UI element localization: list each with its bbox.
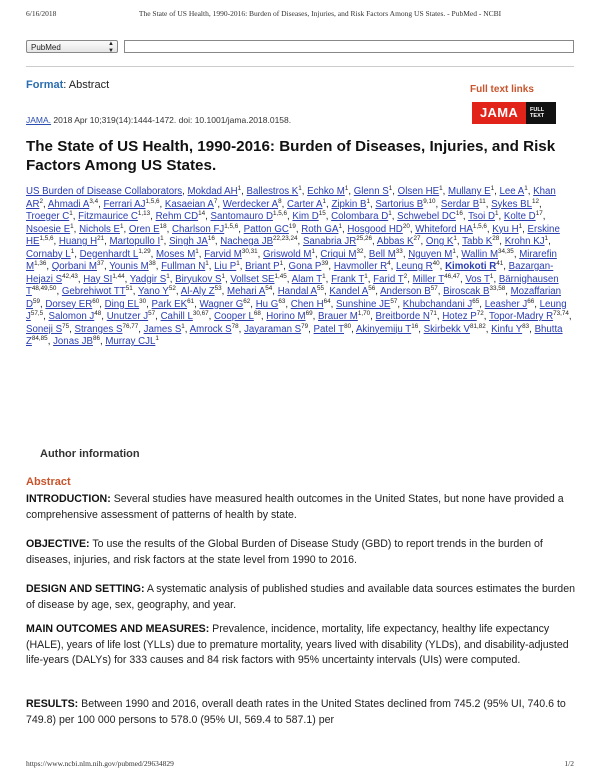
author-link[interactable]: Kim D [292,211,319,222]
author-link[interactable]: Murray CJL [105,336,156,347]
author-link[interactable]: Bärnighausen T [26,273,559,297]
author-link[interactable]: Krohn KJ [504,236,545,247]
author-affiliation: 37 [96,259,104,267]
author-link[interactable]: Degenhardt L [79,248,139,260]
author-link[interactable]: Younis M [109,261,149,272]
author-affiliation: 1 [495,209,499,217]
author-affiliation: 1,5,6 [145,197,160,205]
author-affiliation: 1 [155,334,159,342]
author-affiliation: 16 [207,234,215,242]
author-link[interactable]: Serdar B [440,198,480,210]
author-affiliation: 1 [490,184,495,192]
author-affiliation: 62 [243,297,251,305]
author-affiliation: 1,5,6 [472,222,487,230]
author-affiliation: 57,5 [30,309,44,317]
author-affiliation: 38 [148,259,156,267]
author-link[interactable]: Rehm CD [155,211,199,222]
author-link[interactable]: Cahill L [160,311,193,322]
author-link[interactable]: Kolte D [503,211,536,222]
author-affiliation: 4 [387,259,391,267]
author-link[interactable]: Santomauro D [210,211,273,222]
author-link[interactable]: Schwebel DC [397,211,456,222]
author-link[interactable]: Nguyen M [408,248,453,260]
author-link[interactable]: Hosgood HD [347,223,403,235]
author-affiliation: 1,45 [274,272,287,280]
author-link[interactable]: Miller T [412,273,445,285]
author-affiliation: 1,5,6 [272,209,287,217]
print-footer [26,759,574,768]
author-affiliation: 71 [429,309,437,317]
author-link[interactable]: Sanabria JR [302,236,357,247]
author-affiliation: 19 [288,222,296,230]
author-affiliation: 28 [492,234,500,242]
author-link[interactable]: Singh JA [169,236,208,247]
abstract-introduction: INTRODUCTION: Several studies have measured health outcomes in the United States, but none have provided a comprehensive assessment of patterns of health by state. [26,493,564,521]
author-affiliation: 81,82 [469,322,486,330]
author-affiliation: 16 [455,209,463,217]
author-link[interactable]: Wagner G [199,298,244,310]
author-link[interactable]: Khan AR [26,186,556,210]
jama-full-text-link[interactable] [472,102,556,124]
search-bar [26,40,574,53]
author-link[interactable]: Biroscak B [443,286,490,297]
author-affiliation: 63 [278,297,286,305]
author-link[interactable]: Hotez P [442,311,477,322]
divider [26,66,574,67]
author-affiliation: 1 [69,209,73,217]
author-affiliation: 61 [187,297,195,305]
author-link[interactable]: Kinfu Y [491,323,523,335]
print-header [26,9,574,18]
author-link[interactable]: Werdecker A [222,198,279,210]
author-link[interactable]: Liu P [214,261,237,272]
author-affiliation: 1 [166,272,170,280]
author-affiliation: 1 [195,247,199,255]
author-link[interactable]: Sartorius B [375,198,424,210]
author-affiliation: 40 [432,259,440,267]
citation [26,115,291,125]
author-link[interactable]: Ferrari AJ [103,198,146,210]
author-link[interactable]: Tsoi D [468,211,495,222]
author-link[interactable]: Havmoller R [333,261,388,272]
author-affiliation: 1 [181,322,185,330]
author-affiliation: 15 [318,209,326,217]
author-affiliation: 1 [160,234,164,242]
author-affiliation: 16 [411,322,419,330]
author-affiliation: 25,26 [356,234,373,242]
author-affiliation: 55 [317,284,325,292]
author-affiliation: 1 [205,259,209,267]
author-link[interactable]: Mullany E [448,186,491,197]
author-link[interactable]: Kasaeian A [164,198,214,210]
author-link[interactable]: Jonas JB [53,336,93,347]
author-link[interactable]: Breitborde N [375,311,430,322]
author-affiliation: 76,77 [122,322,139,330]
author-affiliation: 42,43 [62,272,78,280]
database-select[interactable] [26,40,118,53]
author-affiliation: 12 [532,197,540,205]
author-affiliation: 83 [522,322,530,330]
author-affiliation: 1,29 [138,247,151,255]
author-link[interactable]: Park EK [151,298,188,310]
full-text-badge: FULL TEXT [526,102,556,124]
author-link[interactable]: Jayaraman S [244,323,302,335]
author-link[interactable]: Martopullo I [109,236,161,247]
author-affiliation: 8 [278,197,282,205]
abstract-design-setting: DESIGN AND SETTING: A systematic analysis of published studies and available data sources estimates the burden of disease by age, sex, geography, and year. [26,583,575,611]
author-affiliation: 1 [119,222,124,230]
author-affiliation: 34,35 [498,247,514,255]
author-link[interactable]: Al-Aly Z [180,286,215,297]
author-affiliation: 1 [322,272,326,280]
author-affiliation: 1 [364,272,368,280]
author-affiliation: 9,10 [423,197,436,205]
author-affiliation: 30 [139,297,147,305]
author-affiliation: 1 [439,184,443,192]
author-affiliation: 1 [70,247,75,255]
author-affiliation: 57 [430,284,438,292]
author-affiliation: 51 [125,284,133,292]
print-date: 6/16/2018 [26,9,57,18]
author-affiliation: 22,23,24 [273,234,298,242]
author-affiliation: 1 [388,209,392,217]
jama-logo-text: JAMA [472,102,526,124]
author-affiliation: 33,58 [489,284,506,292]
author-affiliation: 17 [535,209,543,217]
author-link[interactable]: Mirarefin M [26,248,557,272]
author-link[interactable]: Criqui M [320,248,357,260]
author-affiliation: 65 [472,297,480,305]
author-affiliation: 68 [253,309,261,317]
author-link[interactable]: Biryukov S [175,273,222,285]
author-link[interactable]: Kimokoti R [445,261,497,272]
author-affiliation: 1,5,6 [224,222,239,230]
author-affiliation: 1 [366,197,370,205]
author-link[interactable]: Brauer M [318,311,358,322]
author-affiliation: 1 [237,184,242,192]
journal-link[interactable]: JAMA. [26,115,52,125]
author-link[interactable]: Roth GA [301,223,339,235]
author-link[interactable]: Ballestros K [246,186,299,197]
author-link[interactable]: Abbas K [376,236,414,247]
author-affiliation: 60 [92,297,100,305]
author-link[interactable]: Chen H [290,298,324,310]
author-affiliation: 1 [311,247,315,255]
author-link[interactable]: Briant P [245,261,280,272]
author-affiliation: 48 [94,309,102,317]
author-affiliation: 1,13 [137,209,151,217]
author-affiliation: 1 [221,272,225,280]
author-affiliation: 79 [301,322,309,330]
author-link[interactable]: Handal A [277,286,318,297]
author-affiliation: 73,74 [553,309,569,317]
author-affiliation: 1 [70,222,74,230]
author-affiliation: 54 [265,284,273,292]
author-link[interactable]: Khubchandani J [402,298,473,310]
author-affiliation: 69 [305,309,313,317]
abstract-objective: OBJECTIVE: To use the results of the Global Burden of Disease Study (GBD) to report trends in the burden of diseases, injuries, and risk factors at the state level from 1990 to 2016. [26,538,543,566]
author-link[interactable]: Lee A [499,186,525,197]
author-link[interactable]: Topor-Madry R [489,311,554,322]
select-arrows-icon: ▲ ▼ [108,41,114,54]
author-affiliation: 1 [452,247,456,255]
author-link[interactable]: Charlson FJ [172,223,225,235]
author-link[interactable]: Anderson B [380,286,431,297]
author-affiliation: 64 [323,297,331,305]
author-link[interactable]: Zipkin B [331,198,367,210]
author-link[interactable]: Patel T [313,323,345,335]
footer-url: https://www.ncbi.nlm.nih.gov/pubmed/29634829 [26,759,174,768]
author-affiliation: 1 [279,259,284,267]
author-affiliation: 1 [388,184,393,192]
author-link[interactable]: Leung R [396,261,433,272]
author-affiliation: 53 [214,284,222,292]
author-link[interactable]: Whiteford HA [415,223,473,235]
author-link[interactable]: Skirbekk V [423,323,470,335]
author-affiliation: 1,44 [112,272,125,280]
author-affiliation: 75 [62,322,70,330]
author-affiliation: 1 [338,222,342,230]
author-link[interactable]: Yano Y [137,286,169,297]
author-affiliation: 2 [403,272,408,280]
author-affiliation: 20 [402,222,410,230]
author-link[interactable]: Soneji S [26,323,63,335]
author-link[interactable]: Mehari A [227,286,266,297]
author-affiliation: 14 [198,209,206,217]
author-affiliation: 46,47 [444,272,460,280]
author-link[interactable]: Ding EL [104,298,140,310]
author-affiliation: 57 [148,309,156,317]
author-link[interactable]: Vollset SE [230,273,275,285]
author-affiliation: 1 [236,259,240,267]
author-link[interactable]: Carter A [286,198,323,210]
author-affiliation: 33 [395,247,403,255]
print-title: The State of US Health, 1990-2016: Burden of Diseases, Injuries, and Risk Factors Among US States. - PubMed - NCBI [138,9,502,18]
author-affiliation: 30,31 [241,247,258,255]
author-link[interactable]: Ong K [425,236,454,247]
author-link[interactable]: Dorsey ER [45,298,93,310]
author-affiliation: 57 [390,297,398,305]
author-affiliation: 86 [92,334,100,342]
format-value: : Abstract [63,79,110,91]
author-affiliation: 39 [321,259,329,267]
citation-details: 2018 Apr 10;319(14):1444-1472. doi: 10.1001/jama.2018.0158. [51,115,292,125]
footer-page: 1/2 [564,759,574,768]
author-affiliation: 1 [344,184,349,192]
abstract-results: RESULTS: Between 1990 and 2016, overall death rates in the United States declined from 745.2 (95% UI, 740.6 to 749.8) per 100 000 persons to 578.0 (95% UI, 569.4 to 587.1) per [26,698,566,726]
author-affiliation: 66 [527,297,535,305]
author-link[interactable]: Farid T [373,273,404,285]
author-affiliation: 27 [413,234,421,242]
author-link[interactable]: Leung J [26,298,567,322]
author-affiliation: 1,36 [34,259,47,267]
author-link[interactable]: Yadgir S [129,273,167,285]
author-affiliation: 1,70 [357,309,371,317]
author-link[interactable]: Farvid M [204,248,242,260]
author-link[interactable]: Tabb K [462,236,493,247]
author-affiliation: 18 [159,222,167,230]
author-link[interactable]: Olsen HE [397,186,440,197]
author-affiliation: 78 [231,322,239,330]
author-link[interactable]: Sunshine JE [335,298,391,310]
author-link[interactable]: Bazargan-Hejazi S [26,261,554,285]
author-link[interactable]: Ahmadi A [47,198,90,210]
author-affiliation: 3,4 [89,197,99,205]
author-affiliation: 41 [496,259,504,267]
author-affiliation: 56 [368,284,376,292]
author-affiliation: 1 [544,234,549,242]
full-text-links-heading: Full text links [470,84,534,95]
author-link[interactable]: Stranges S [74,323,123,335]
author-link[interactable]: Erskine HE [26,223,560,247]
author-affiliation: 7 [213,197,218,205]
author-link[interactable]: Oren E [128,223,160,235]
author-affiliation: 21 [97,234,105,242]
author-affiliation: 1 [322,197,327,205]
author-link[interactable]: Gona P [288,261,322,272]
author-link[interactable]: Bhutta Z [26,323,563,347]
author-affiliation: 1 [489,272,494,280]
author-link[interactable]: Vos T [465,273,490,285]
author-link[interactable]: Alam T [291,273,323,285]
author-affiliation: 11 [479,197,486,205]
author-affiliation: 1 [524,184,528,192]
author-link[interactable]: Sykes BL [491,198,533,210]
author-link[interactable]: Hu G [255,298,279,310]
author-link[interactable]: Huang H [58,236,98,247]
author-affiliation: 1,5,6 [39,234,54,242]
author-link[interactable]: Hay SI [83,273,113,285]
abstract-outcomes-measures: MAIN OUTCOMES AND MEASURES: Prevalence, incidence, mortality, life expectancy, healthy life expectancy (HALE), years of life lost (YLLs) due to premature mortality, years lived with disability (YLDs), and disability-adjusted life-years (DALYs) for 333 causes and 84 risk factors with 95% uncertainty intervals (UIs) were computed. [26,623,569,666]
author-affiliation: 1 [518,222,523,230]
author-link[interactable]: Cornaby L [26,248,71,260]
author-link[interactable]: Patton GC [243,223,289,235]
search-input[interactable] [124,40,574,53]
author-link[interactable]: Colombara D [331,211,389,222]
author-affiliation: 32 [356,247,364,255]
author-link[interactable]: Qorbani M [51,261,97,272]
author-link[interactable]: Cooper L [214,311,254,322]
author-link[interactable]: US Burden of Disease Collaborators [26,186,183,197]
author-link[interactable]: Echko M [307,186,345,197]
author-link[interactable]: Nsoesie E [26,223,71,235]
database-select-value: PubMed [31,43,61,52]
author-link[interactable]: Bell M [368,248,396,260]
author-link[interactable]: Kandel A [329,286,369,297]
format-selector[interactable] [26,79,109,91]
author-affiliation: 48,49,50 [31,284,57,292]
author-link[interactable]: Troeger C [26,211,70,222]
author-link[interactable]: Nachega JB [220,236,274,247]
author-link[interactable]: Unutzer J [106,311,149,322]
author-link[interactable]: Griswold M [263,248,312,260]
author-affiliation: 84,85 [31,334,48,342]
author-link[interactable]: Kyu H [492,223,519,235]
author-link[interactable]: Salomon J [48,311,95,322]
author-link[interactable]: Amrock S [189,323,232,335]
author-link[interactable]: Fullman N [161,261,206,272]
author-link[interactable]: Fitzmaurice C [78,211,138,222]
author-link[interactable]: Mokdad AH [187,186,238,197]
author-link[interactable]: Horino M [266,311,306,322]
author-affiliation: 2 [39,197,43,205]
article-title: The State of US Health, 1990-2016: Burden of Diseases, Injuries, and Risk Factors Among US States. [26,138,556,175]
author-information-toggle[interactable]: Author information [40,448,140,460]
format-label[interactable]: Format [26,79,64,91]
author-affiliation: 80 [344,322,352,330]
author-link[interactable]: Wallin M [461,248,499,260]
author-affiliation: 52 [168,284,176,292]
author-link[interactable]: Frank T [331,273,365,285]
author-affiliation: 72 [476,309,484,317]
author-link[interactable]: Moses M [155,248,196,260]
abstract-heading: Abstract [26,476,71,488]
author-link[interactable]: Gebrehiwot TT [61,286,126,297]
author-link[interactable]: Mozaffarian D [26,286,562,310]
author-link[interactable]: Glenn S [353,186,389,197]
author-link[interactable]: Nichols E [79,223,120,235]
author-affiliation: 59 [33,297,41,305]
author-link[interactable]: James S [143,323,182,335]
author-link[interactable]: Akinyemiju T [355,323,412,335]
author-affiliation: 1 [298,184,302,192]
author-affiliation: 1 [453,234,457,242]
author-affiliation: 30,67 [192,309,209,317]
author-link[interactable]: Leasher J [484,298,528,310]
author-list: US Burden of Disease Collaborators, Mokdad $AH^1$, Ballestros $K^1$, Echko $M^1$, Glenn $S^1$, Olsen $HE^1$, Mullany $E^1$, Lee $A^1$, Khan $AR^2$, Ahmadi A$^{3,4}$, Ferrari AJ$^{1,5,6}$, Kasaeian $A^7$, Werdecker $A^8$, Carter $A^1$, Zipkin $B^1$, Sartorius B$^{9,10}$, Serdar $B^{11}$, Sykes BL$^{12}$, Troeger $C^1$, Fitzmaurice C$^{1,13}$, Rehm CD$^{14}$, Santomauro D$^{1,5,6}$, Kim $D^{15}$, Colombara $D^1$, Schwebel DC$^{16}$, Tsoi $D^1$, Kolte $D^{17}$, Nsoesie $E^1$, Nichols $E^1$, Oren $E^{18}$, Charlson FJ$^{1,5,6}$, Patton GC$^{19}$, Roth $GA^1$, Hosgood HD$^{20}$, Whiteford HA$^{1,5,6}$, Kyu $H^1$, Erskine HE$^{1,5,6}$, Huang $H^{21}$, Martopullo $I^1$, Singh JA$^{16}$, Nachega JB$^{22,23,24}$, Sanabria JR$^{25,26}$, Abbas $K^{27}$, Ong $K^1$, Tabb $K^{28}$, Krohn $KJ^1$, Cornaby $L^1$, Degenhardt L$^{1,29}$, Moses $M^1$, Farvid M$^{30,31}$, Griswold $M^1$, Criqui $M^{32}$, Bell $M^{33}$, Nguyen $M^1$, Wallin M$^{34,35}$, Mirarefin M$^{1,36}$, Qorbani $M^{37}$, Younis $M^{38}$, Fullman $N^1$, Liu $P^1$, Briant $P^1$, Gona $P^{39}$, Havmoller $R^4$, Leung $R^{40}$, Kimokoti $R^{41}$, Bazargan-Hejazi S$^{42,43}$, Hay SI$^{1,44}$, Yadgir $S^1$, Biryukov $S^1$, Vollset SE$^{1,45}$, Alam $T^1$, Frank $T^1$, Farid $T^2$, Miller T$^{46,47}$, Vos $T^1$, Bärnighausen T$^{48,49,50}$, Gebrehiwot TT$^{51}$, Yano $Y^{52}$, Al-Aly $Z^{53}$, Mehari $A^{54}$, Handal $A^{55}$, Kandel $A^{56}$, Anderson $B^{57}$, Biroscak B$^{33,58}$, Mozaffarian $D^{59}$, Dorsey ER$^{60}$, Ding EL$^{30}$, Park EK$^{61}$, Wagner $G^{62}$, Hu $G^{63}$, Chen $H^{64}$, Sunshine JE$^{57}$, Khubchandani $J^{65}$, Leasher $J^{66}$, Leung J$^{57,5}$, Salomon $J^{48}$, Unutzer $J^{57}$, Cahill L$^{30,67}$, Cooper $L^{68}$, Horino $M^{69}$, Brauer M$^{1,70}$, Breitborde $N^{71}$, Hotez $P^{72}$, Topor-Madry R$^{73,74}$, Soneji $S^{75}$, Stranges S$^{76,77}$, James $S^1$, Amrock $S^{78}$, Jayaraman $S^{79}$, Patel $T^{80}$, Akinyemiju $T^{16}$, Skirbekk V$^{81,82}$, Kinfu $Y^{83}$, Bhutta Z$^{84,85}$, Jonas JB$^{86}$, Murray CJL$^1$ [26,184,572,347]
